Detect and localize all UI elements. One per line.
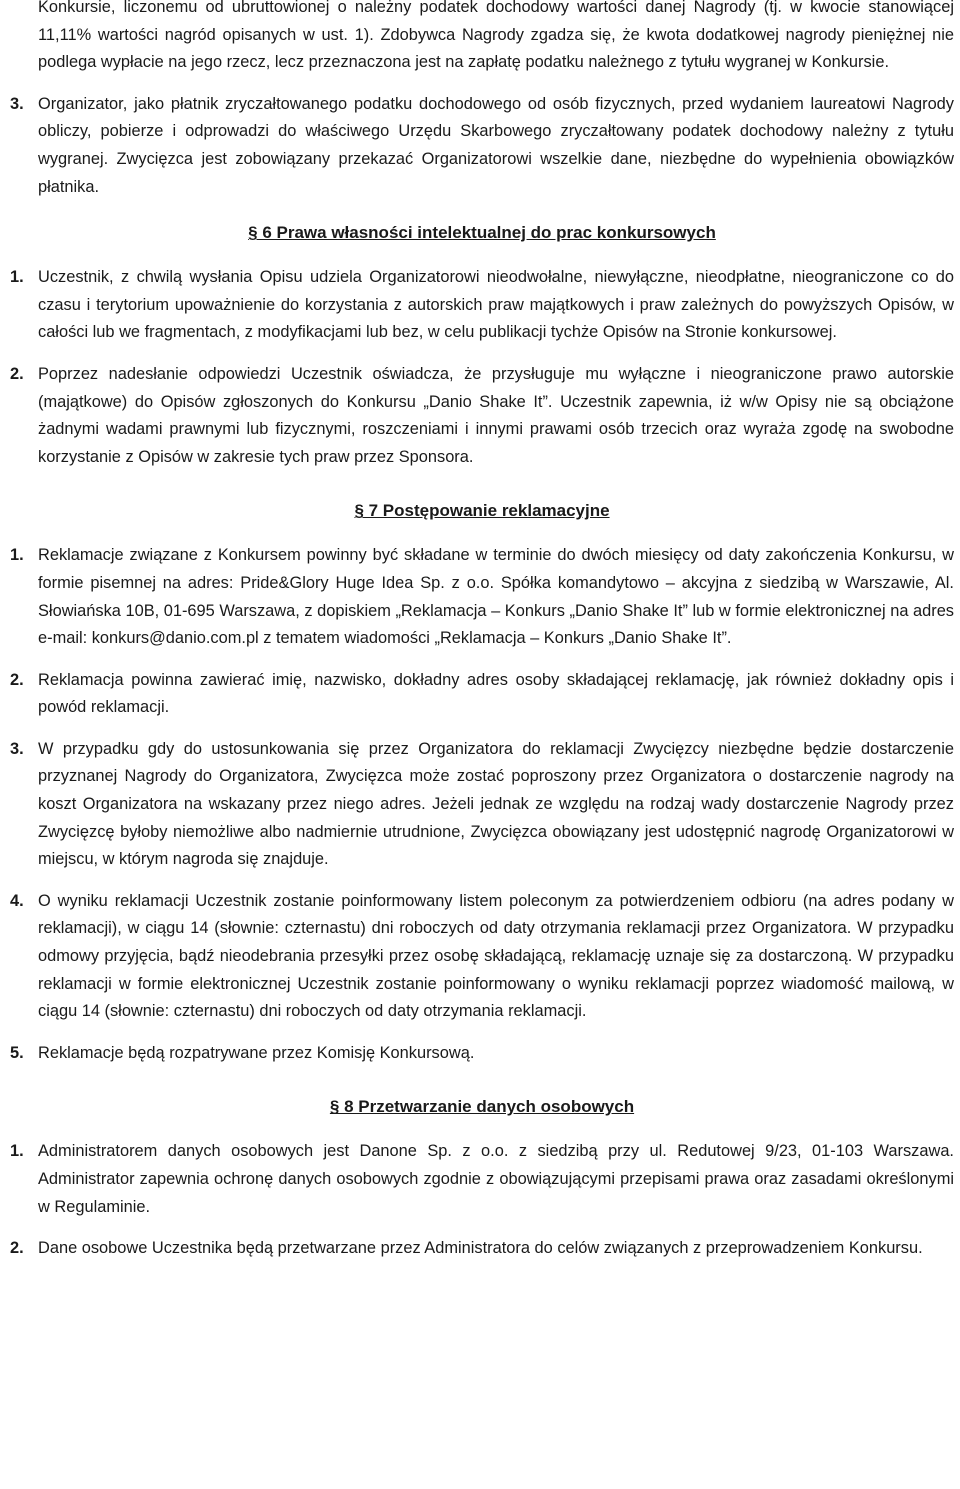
item-text: Poprzez nadesłanie odpowiedzi Uczestnik oświadcza, że przysługuje mu wyłączne i nieograniczone prawo autorskie (majątkowe) do Opisów zgłoszonych do Konkursu „Danio Shake It”. Uczestnik zapewnia, iż w/w Opisy nie są obciążone żadnymi wadami prawnymi lub fizycznymi, roszczeniami i innymi prawami osób trzecich oraz wyraża zgodę na swobodne korzystanie z Opisów w zakresie tych praw przez Sponsora. <box>38 364 954 466</box>
list-item <box>10 542 954 652</box>
item-number: 1. <box>10 546 24 565</box>
list-item <box>10 1138 954 1221</box>
item-number: 3. <box>10 94 24 113</box>
section-8-heading: § 8 Przetwarzanie danych osobowych <box>329 1097 635 1117</box>
item-text: Uczestnik, z chwilą wysłania Opisu udziela Organizatorowi nieodwołalne, niewyłączne, nieodpłatne, nieograniczone co do czasu i terytorium upoważnienie do korzystania z autorskich praw majątkowych i praw zależnych do powyższych Opisów, w całości lub we fragmentach, z modyfikacjami lub bez, w celu publikacji tychże Opisów na Stronie konkursowej. <box>38 268 954 342</box>
item-text: Organizator, jako płatnik zryczałtowanego podatku dochodowego od osób fizycznych, przed wydaniem laureatowi Nagrody obliczy, pobierze i odprowadzi do właściwego Urzędu Skarbowego zryczałtowany podatek dochodowy należny z tytułu wygranej. Zwycięzca jest zobowiązany przekazać Organizatorowi wszelkie dane, niezbędne do wypełnienia obowiązków płatnika. <box>38 94 954 196</box>
item-number: 5. <box>10 1043 24 1062</box>
item-text: Reklamacje związane z Konkursem powinny być składane w terminie do dwóch miesięcy od daty zakończenia Konkursu, w formie pisemnej na adres: Pride&Glory Huge Idea Sp. z o.o. Spółka komandytowo – akcyjna z siedzibą w Warszawie, Al. Słowiańska 10B, 01-695 Warszawa, z dopiskiem „Reklamacja – Konkurs „Danio Shake It” lub w formie elektronicznej na adres e-mail: konkurs@danio.com.pl z tematem wiadomości „Reklamacja – Konkurs „Danio Shake It”. <box>38 546 954 648</box>
item-number: 4. <box>10 891 24 910</box>
item-text: Dane osobowe Uczestnika będą przetwarzane przez Administratora do celów związanych z przeprowadzeniem Konkursu. <box>38 1239 923 1258</box>
list-item <box>10 1235 954 1263</box>
section-7-heading: § 7 Postępowanie reklamacyjne <box>354 501 610 521</box>
item-text: W przypadku gdy do ustosunkowania się przez Organizatora do reklamacji Zwycięzcy niezbędne będzie dostarczenie przyznanej Nagrody do Organizatora, Zwycięzca może zostać poproszony przez Organizatora o dostarczenie nagrody na koszt Organizatora na wskazany przez niego adres. Jeżeli jednak ze względu na rodzaj wady dostarczenie Nagrody przez Zwycięzcę byłoby niemożliwe albo nadmiernie utrudnione, Zwycięzca obowiązany jest udostępnić nagrodę Organizatorowi w miejscu, w którym nagroda się znajduje. <box>38 739 954 869</box>
list-item <box>10 91 954 201</box>
item-text: O wyniku reklamacji Uczestnik zostanie poinformowany listem poleconym za potwierdzeniem odbioru (na adres podany w reklamacji), w ciągu 14 (słownie: czternastu) dni roboczych od daty otrzymania reklamacji przez Organizatora. W przypadku odmowy przyjęcia, bądź nieodebrania przesyłki przez osobę składającą, reklamację uznaje się za dostarczoną. W przypadku reklamacji w formie elektronicznej Uczestnik zostanie poinformowany o wyniku reklamacji poprzez wiadomość mailową, w ciągu 14 (słownie: czternastu) dni roboczych od daty otrzymania reklamacji. <box>38 891 954 1021</box>
item-text: Reklamacje będą rozpatrywane przez Komisję Konkursową. <box>38 1043 475 1062</box>
list-item <box>10 1040 954 1068</box>
section-6-heading: § 6 Prawa własności intelektualnej do prac konkursowych <box>248 223 716 243</box>
item-number: 3. <box>10 739 24 758</box>
item-number: 2. <box>10 364 24 383</box>
item-text: Reklamacja powinna zawierać imię, nazwisko, dokładny adres osoby składającej reklamację, jak również dokładny opis i powód reklamacji. <box>38 670 954 717</box>
item-number: 2. <box>10 670 24 689</box>
item-number: 1. <box>10 268 24 287</box>
item-number: 1. <box>10 1142 24 1161</box>
list-item <box>10 667 954 722</box>
item-number: 2. <box>10 1239 24 1258</box>
list-item <box>10 361 954 471</box>
list-item <box>10 888 954 1026</box>
list-item <box>10 264 954 347</box>
item-text: Administratorem danych osobowych jest Danone Sp. z o.o. z siedzibą przy ul. Redutowej 9/23, 01-103 Warszawa. Administrator zapewnia ochronę danych osobowych zgodnie z obowiązującymi przepisami prawa oraz zasadami określonymi w Regulaminie. <box>38 1142 954 1216</box>
list-item <box>10 736 954 874</box>
intro-paragraph: Konkursie, liczonemu od ubruttowionej o należny podatek dochodowy wartości danej Nagrody (tj. w kwocie stanowiącej 11,11% wartości nagród opisanych w ust. 1). Zdobywca Nagrody zgadza się, że kwota dodatkowej nagrody pieniężnej nie podlega wypłacie na jego rzecz, lecz przeznaczona jest na zapłatę podatku należnego z tytułu wygranej w Konkursie. <box>38 0 954 72</box>
